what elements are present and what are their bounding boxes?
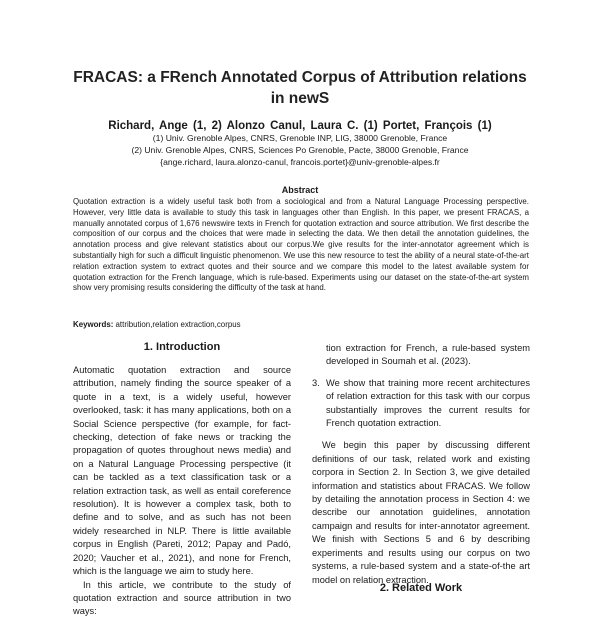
list-item-3-text: We show that training more recent architectures of relation extraction for this task with our corpus substantially improves the current results for French quotation extraction. [326, 377, 530, 429]
intro-paragraph-3: We begin this paper by discussing different definitions of our task, related work and existing corpora in Section 2. In Section 3, we give detailed information and statistics about FRACAS. We follow by detailing the annotation process in Section 4: we describe our annotation guidelines, annotation campaign and results for inter-annotator agreement. We finish with Sections 5 and 6 by describing experiments and results using our corpus on two systems, a rule-based system and a state-of-the art model on relation extraction. [312, 440, 530, 585]
affiliation-2: (2) Univ. Grenoble Alpes, CNRS, Sciences Po Grenoble, Pacte, 38000 Grenoble, France [131, 145, 469, 155]
keywords-label: Keywords: [73, 320, 114, 329]
keywords-value: attribution,relation extraction,corpus [115, 320, 241, 329]
list-item-3-number: 3. [312, 377, 320, 388]
intro-paragraph-1: Automatic quotation extraction and source attribution, namely finding the source speaker of a quote in a text, is a widely useful, however overlooked, task: it has many applications, both on a Social Science perspective (for example, for fact-checking, detection of fake news or tracking the propagation of quotes throughout news media) and on a Natural Language Processing perspective (it can be tackled as a text classification task or a relation extraction task, as well as entail coreference resolution). It is however a complex task, both to define and to solve, and as such has not been widely researched in NLP. There is little available corpus in English (Pareti, 2012; Papay and Padó, 2020; Vaucher et al., 2021), and none for French, which is the language we aim to study here. [73, 365, 291, 577]
affiliation-1: (1) Univ. Grenoble Alpes, CNRS, Grenoble INP, LIG, 38000 Grenoble, France [152, 133, 448, 143]
list-item-3 [312, 377, 530, 431]
intro-paragraph-2: In this article, we contribute to the study of quotation extraction and source attribution in two ways: [73, 579, 291, 617]
abstract-heading: Abstract [281, 185, 319, 195]
section-1-heading: 1. Introduction [143, 341, 221, 353]
left-column [73, 364, 291, 619]
list-item-2-continuation: tion extraction for French, a rule-based system developed in Soumah et al. (2023). [326, 343, 530, 367]
author-emails: {ange.richard, laura.alonzo-canul, francois.portet}@univ-grenoble-alpes.fr [160, 157, 440, 167]
abstract-text: Quotation extraction is a widely useful task both from a sociological and from a Natural Language Processing perspective. However, very little data is available to study this task in languages other than English. In this paper, we present FRACAS, a manually annotated corpus of 1,676 newswire texts in French for quotation extraction and source attribution. We first describe the composition of our corpus and the choices that were made in selecting the data. We then detail the annotation guidelines, the annotation process and give relevant statistics about our corpus.We give results for the inter-annotator agreement which is substantially high for such a difficult linguistic phenomenon. We use this new resource to test the ability of a neural state-of-the-art relation extraction system to extract quotes and their source and we compare this model to the latest available system for quotation extraction for the French language, which is rule-based. Experiments using our dataset on the state-of-the-art system show very promising results considering the difficulty of the task at hand. [73, 197, 529, 293]
keywords [73, 320, 529, 330]
author-list: Richard, Ange (1, 2) Alonzo Canul, Laura C. (1) Portet, François (1) [108, 120, 492, 132]
section-2-heading: 2. Related Work [379, 582, 463, 594]
right-column [312, 342, 530, 587]
paper-title: FRACAS: a FRench Annotated Corpus of Attribution relations in newS [73, 69, 527, 107]
